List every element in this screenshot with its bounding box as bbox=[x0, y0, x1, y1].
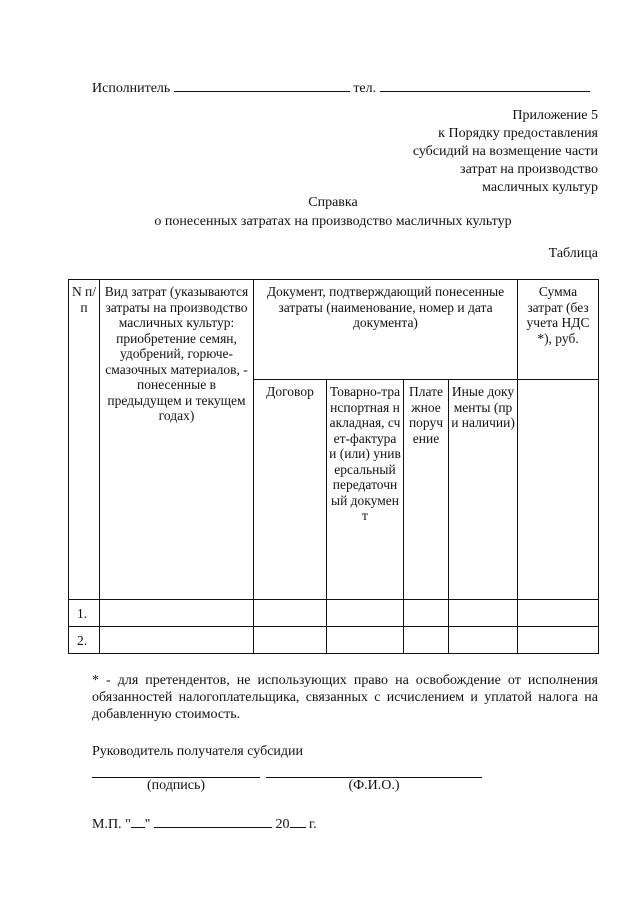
col-type-header: Вид затрат (указываются затраты на производство масличных культур: приобретение семян, удобрений, горюче-смазочных материалов, - понесенные в предыдущем и текущем годах) bbox=[100, 280, 254, 600]
appendix-line-5: масличных культур bbox=[482, 180, 598, 195]
title-line-2: о понесенных затратах на производство масличных культур bbox=[154, 214, 512, 229]
day-blank[interactable] bbox=[131, 815, 145, 828]
cell-waybill[interactable] bbox=[327, 600, 404, 627]
phone-blank[interactable] bbox=[380, 79, 590, 92]
footnote: * - для претендентов, не использующих право на освобождение от исполнения обязанностей налогоплательщика, связанных с исчислением и уплатой налога на добавленную стоимость. bbox=[92, 673, 598, 722]
table-row bbox=[69, 600, 599, 627]
appendix-line-2: к Порядку предоставления bbox=[438, 126, 598, 141]
executor-line bbox=[92, 79, 590, 97]
appendix-line-4: затрат на производство bbox=[460, 162, 598, 177]
year-suffix: г. bbox=[309, 817, 317, 832]
head-label: Руководитель получателя субсидии bbox=[92, 744, 304, 759]
sub-other-header: Иные документы (при наличии) bbox=[449, 380, 518, 600]
year-prefix: 20 bbox=[275, 817, 290, 832]
sub-payment-header: Платежное поручение bbox=[404, 380, 449, 600]
col-sum-header: Сумма затрат (без учета НДС *), руб. bbox=[518, 280, 599, 380]
cell-contract[interactable] bbox=[254, 627, 327, 654]
cell-sum[interactable] bbox=[518, 627, 599, 654]
cell-payment[interactable] bbox=[404, 627, 449, 654]
stamp-label: М.П. bbox=[92, 817, 122, 832]
header-row-1 bbox=[69, 280, 599, 380]
signature-caption: (подпись) bbox=[146, 778, 206, 793]
quote-close: " bbox=[144, 817, 151, 832]
sub-contract-header: Договор bbox=[254, 380, 327, 600]
appendix-line-3: субсидий на возмещение части bbox=[412, 144, 598, 159]
executor-label: Исполнитель bbox=[92, 81, 171, 96]
cell-waybill[interactable] bbox=[327, 627, 404, 654]
appendix-line-1: Приложение 5 bbox=[512, 108, 598, 123]
cell-type[interactable] bbox=[100, 627, 254, 654]
cell-other[interactable] bbox=[449, 600, 518, 627]
cell-contract[interactable] bbox=[254, 600, 327, 627]
table-row bbox=[69, 627, 599, 654]
cell-sum[interactable] bbox=[518, 600, 599, 627]
month-blank[interactable] bbox=[154, 815, 272, 828]
appendix-block bbox=[413, 107, 598, 197]
year-blank[interactable] bbox=[290, 815, 306, 828]
cell-type[interactable] bbox=[100, 600, 254, 627]
quote-open: " bbox=[125, 817, 131, 832]
sub-waybill-header: Товарно-транспортная накладная, счет-фактура и (или) универсальный передаточный документ bbox=[327, 380, 404, 600]
sum-subcell bbox=[518, 380, 599, 600]
signature-blank[interactable] bbox=[92, 768, 260, 778]
costs-table bbox=[68, 279, 599, 654]
name-caption: (Ф.И.О.) bbox=[348, 778, 400, 793]
cell-payment[interactable] bbox=[404, 600, 449, 627]
date-line bbox=[92, 815, 317, 833]
col-doc-header: Документ, подтверждающий понесенные затраты (наименование, номер и дата документа) bbox=[254, 280, 518, 380]
row-number: 2. bbox=[69, 627, 100, 654]
title-line-1: Справка bbox=[308, 195, 358, 210]
col-num-header: N п/п bbox=[69, 280, 100, 600]
document-title bbox=[68, 193, 598, 231]
table-label: Таблица bbox=[548, 246, 598, 261]
cell-other[interactable] bbox=[449, 627, 518, 654]
row-number: 1. bbox=[69, 600, 100, 627]
name-blank[interactable] bbox=[266, 768, 482, 778]
phone-label: тел. bbox=[353, 81, 377, 96]
executor-blank[interactable] bbox=[174, 79, 350, 92]
